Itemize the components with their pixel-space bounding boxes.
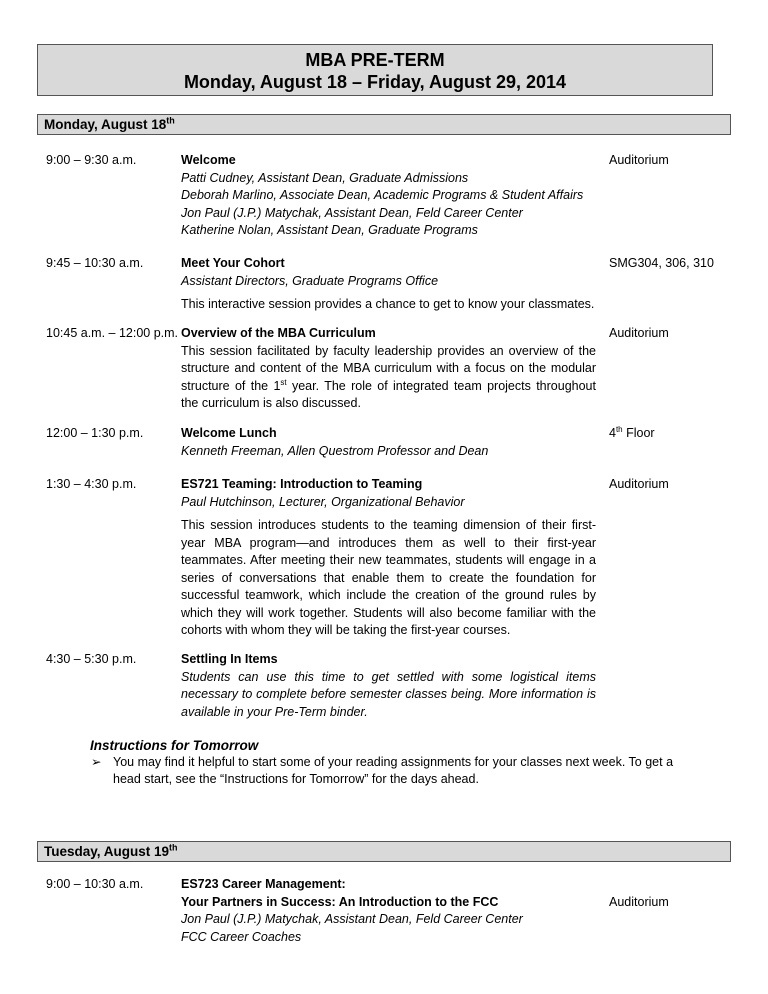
- day-suffix: th: [166, 115, 175, 126]
- day-label: Tuesday, August 19: [44, 844, 170, 859]
- session-details: [181, 255, 611, 314]
- session-speaker: Jon Paul (J.P.) Matychak, Assistant Dean, Feld Career Center: [181, 205, 523, 220]
- session-speaker: Assistant Directors, Graduate Programs Office: [181, 273, 439, 288]
- session-time: 1:30 – 4:30 p.m.: [46, 477, 137, 491]
- session-location: Auditorium: [609, 477, 669, 491]
- instructions-heading: Instructions for Tomorrow: [90, 738, 259, 753]
- document-title-box: [37, 44, 713, 96]
- description-text-end: year. The role of integrated team projects throughout the curriculum is also discussed.: [181, 378, 596, 410]
- arrow-bullet-icon: ➢: [91, 755, 102, 769]
- session-location: Auditorium: [609, 326, 669, 340]
- session-title: ES723 Career Management:: [181, 877, 346, 891]
- day-header-tuesday: [37, 841, 731, 862]
- session-speaker: Jon Paul (J.P.) Matychak, Assistant Dean, Feld Career Center: [181, 912, 523, 926]
- location-number: 4: [609, 426, 616, 440]
- day-label: Monday, August 18: [44, 117, 167, 132]
- session-title: Welcome: [181, 153, 236, 167]
- session-speaker: Paul Hutchinson, Lecturer, Organizational Behavior: [181, 494, 465, 509]
- session-speaker: Kenneth Freeman, Allen Questrom Professor and Dean: [181, 443, 489, 458]
- day-suffix: th: [169, 842, 178, 853]
- session-details: [181, 425, 596, 460]
- session-location: Auditorium: [609, 153, 669, 167]
- session-title: ES721 Teaming: Introduction to Teaming: [181, 477, 423, 491]
- session-time: 9:45 – 10:30 a.m.: [46, 256, 144, 270]
- session-details: [181, 152, 596, 240]
- description-superscript: st: [280, 377, 287, 387]
- session-description: Students can use this time to get settled with some logistical items necessary to complete before semester classes being. More information is available in your Pre-Term binder.: [181, 669, 596, 719]
- document-date-range: Monday, August 18 – Friday, August 29, 2014: [183, 72, 567, 92]
- description-text: This session facilitated by faculty leadership provides an overview of the structure and content of the MBA curriculum with a focus on the modular structure of the 1: [181, 343, 596, 393]
- session-title: Welcome Lunch: [181, 426, 277, 440]
- session-details: [181, 325, 596, 413]
- session-location: [609, 425, 655, 443]
- session-speaker: Katherine Nolan, Assistant Dean, Graduate Programs: [181, 223, 478, 237]
- session-time: 9:00 – 10:30 a.m.: [46, 877, 144, 891]
- instructions-text: You may find it helpful to start some of your reading assignments for your classes next week. To get a head start, see the “Instructions for Tomorrow” for the days ahead.: [113, 755, 674, 786]
- instructions-section: [90, 737, 690, 788]
- session-location: SMG304, 306, 310: [609, 256, 714, 270]
- session-time: 12:00 – 1:30 p.m.: [46, 426, 144, 440]
- session-speaker: Patti Cudney, Assistant Dean, Graduate Admissions: [181, 170, 469, 185]
- session-speaker: Deborah Marlino, Associate Dean, Academic Programs & Student Affairs: [181, 188, 584, 202]
- document-title: MBA PRE-TERM: [305, 50, 445, 70]
- session-description: This interactive session provides a chance to get to know your classmates.: [181, 297, 595, 311]
- session-location: Auditorium: [609, 895, 669, 909]
- session-title: Meet Your Cohort: [181, 256, 285, 270]
- session-title: Overview of the MBA Curriculum: [181, 326, 376, 340]
- session-time: 10:45 a.m. – 12:00 p.m.: [46, 326, 179, 340]
- session-time: 4:30 – 5:30 p.m.: [46, 652, 137, 666]
- session-speaker: FCC Career Coaches: [181, 929, 302, 944]
- day-header-monday: [37, 114, 731, 135]
- session-details: [181, 651, 596, 721]
- session-description: This session introduces students to the teaming dimension of their first-year MBA program—and introduces them as well to their first-year teammates. After meeting their new teammates, students will engage in a series of conversations that enable them to create the foundation for successful teamwork, which include the creation of the ground rules by which they will work together. Students will also become familiar with the cohorts with whom they will be taking the first-year courses.: [181, 518, 596, 637]
- session-details: [181, 876, 596, 946]
- instructions-bullet: [90, 754, 690, 788]
- location-text: Floor: [622, 426, 655, 440]
- location-superscript: th: [615, 424, 623, 434]
- session-description: [181, 343, 596, 413]
- session-time: 9:00 – 9:30 a.m.: [46, 153, 137, 167]
- session-subtitle: Your Partners in Success: An Introduction to the FCC: [181, 894, 499, 909]
- session-title: Settling In Items: [181, 652, 278, 666]
- session-details: [181, 476, 596, 640]
